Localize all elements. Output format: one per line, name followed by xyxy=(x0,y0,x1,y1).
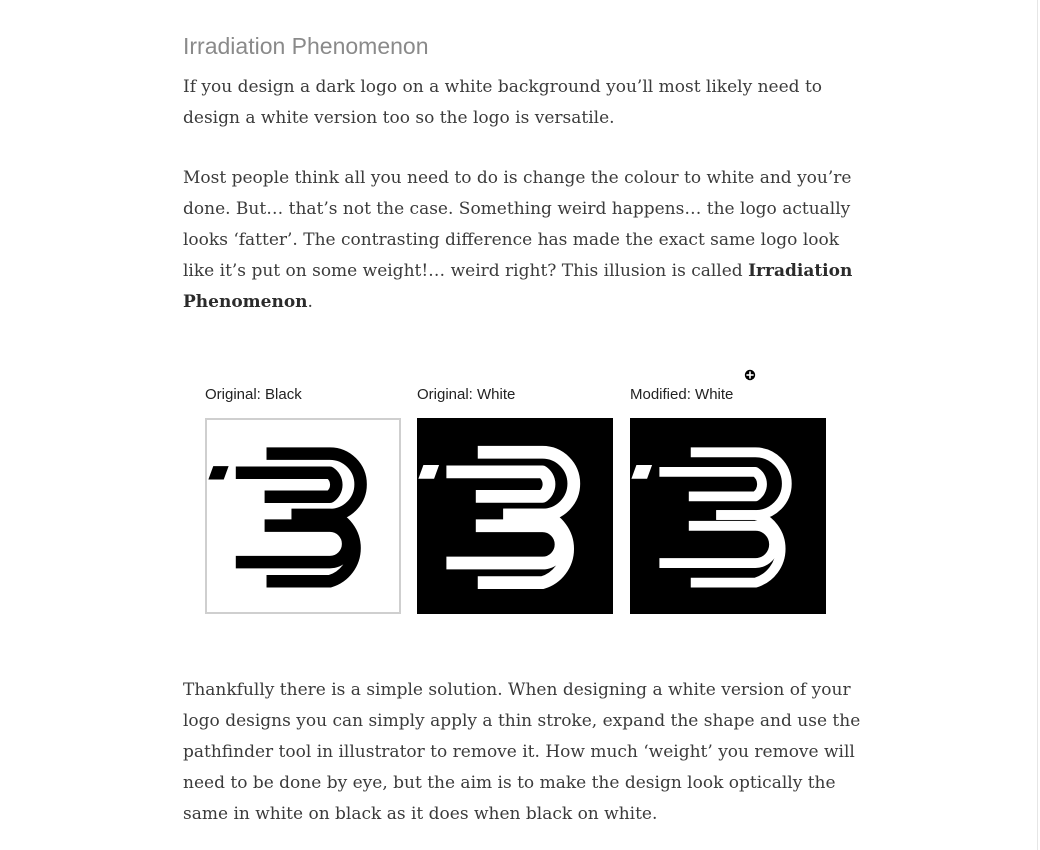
paragraph-line: looks ‘fatter’. The contrasting difference has made the exact same logo look xyxy=(183,230,840,250)
panel-label: Original: White xyxy=(417,386,516,403)
term-highlight: Irradiation xyxy=(748,261,853,281)
paragraph-line xyxy=(183,287,852,318)
paragraph-line xyxy=(183,256,852,287)
move-cursor-icon xyxy=(744,369,756,381)
paragraph-text: . xyxy=(307,292,313,312)
panel-modified-white xyxy=(630,380,826,410)
paragraph-line: design a white version too so the logo is versatile. xyxy=(183,108,615,128)
logo-tile xyxy=(417,418,613,614)
panel-label: Modified: White xyxy=(630,386,734,403)
paragraph-line: done. But… that’s not the case. Something weird happens… the logo actually xyxy=(183,199,851,219)
striped-letter-b-logo-icon xyxy=(207,420,399,612)
paragraph-line: need to be done by eye, but the aim is to make the design look optically the xyxy=(183,773,836,793)
paragraph-line: If you design a dark logo on a white background you’ll most likely need to xyxy=(183,77,823,97)
page-edge-divider xyxy=(1037,0,1038,850)
section-heading: Irradiation Phenomenon xyxy=(183,33,429,59)
logo-tile xyxy=(630,418,826,614)
paragraph-line: Thankfully there is a simple solution. When designing a white version of your xyxy=(183,680,851,700)
paragraph-intro xyxy=(183,72,822,134)
striped-letter-b-logo-icon xyxy=(417,418,613,614)
panel-label: Original: Black xyxy=(205,386,302,403)
paragraph-explanation xyxy=(183,163,852,318)
paragraph-text: like it’s put on some weight!… weird right? This illusion is called xyxy=(183,261,749,281)
paragraph-solution xyxy=(183,675,860,830)
logo-tile xyxy=(205,418,401,614)
irradiation-comparison-figure xyxy=(205,380,830,620)
paragraph-line: pathfinder tool in illustrator to remove it. How much ‘weight’ you remove will xyxy=(183,742,855,762)
striped-letter-b-logo-icon xyxy=(630,418,826,614)
paragraph-line: logo designs you can simply apply a thin stroke, expand the shape and use the xyxy=(183,711,861,731)
panel-original-black xyxy=(205,380,401,410)
paragraph-line: Most people think all you need to do is change the colour to white and you’re xyxy=(183,168,852,188)
panel-original-white xyxy=(417,380,613,410)
term-highlight: Phenomenon xyxy=(183,292,308,312)
paragraph-line: same in white on black as it does when black on white. xyxy=(183,804,658,824)
